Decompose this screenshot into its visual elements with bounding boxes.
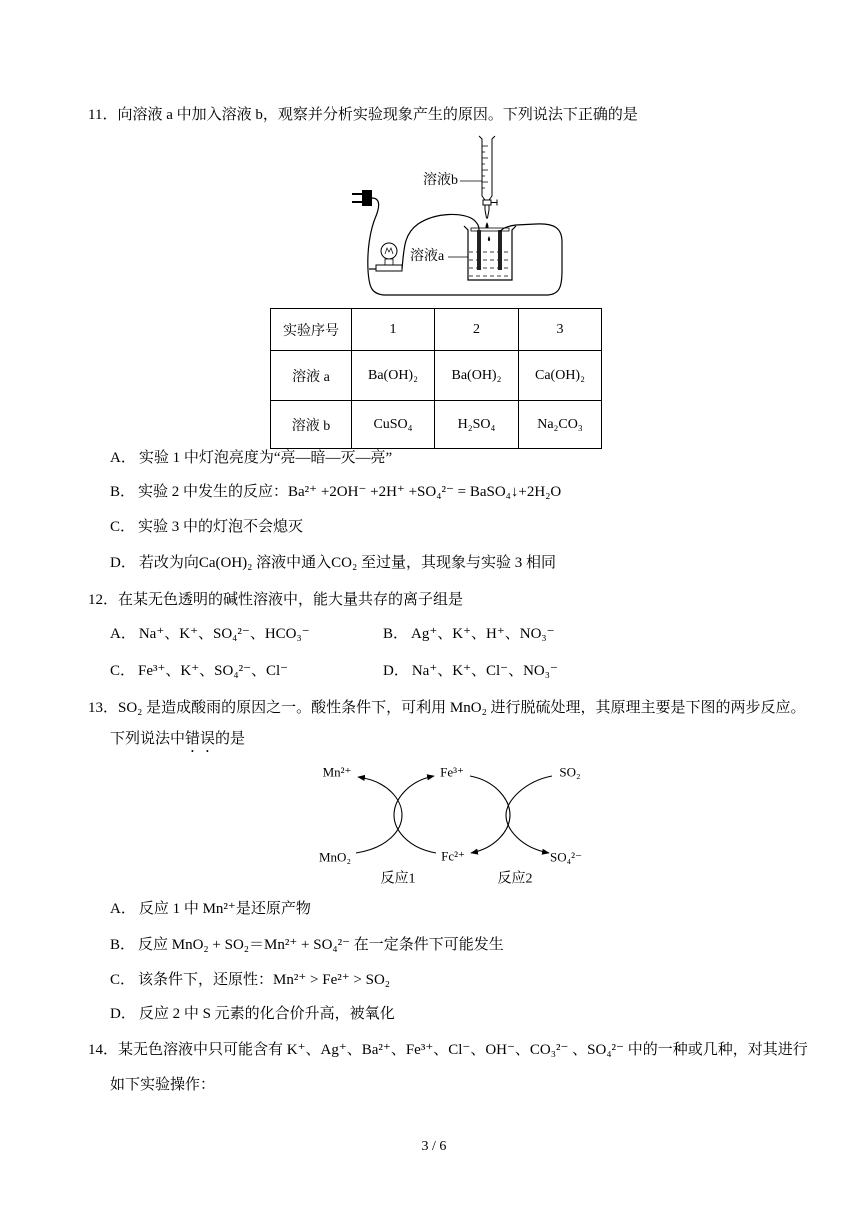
q11-stem: 11．向溶液 a 中加入溶液 b，观察并分析实验现象产生的原因。下列说法下正确的是 [88,107,638,123]
table-cell: Ca(OH)₂ [519,351,602,401]
beaker [464,226,516,280]
option-letter: A． [110,450,136,466]
q11-option-b [110,483,561,501]
species-fe3: Fe³⁺ [440,764,464,780]
q13-option-a [110,900,311,918]
reaction-1-label: 反应1 [380,871,416,887]
option-letter: A． [110,901,136,917]
option-letter: D． [110,555,136,571]
q11-option-a [110,449,392,467]
solution-a-label: 溶液a [410,249,445,264]
option-letter: C． [110,519,136,535]
species-mno2: MnO₂ [319,849,351,865]
option-text: 该条件下，还原性：Mn²⁺ > Fe²⁺ > SO₂ [138,972,391,988]
arrow-fe2-to-fe3 [394,776,436,853]
reaction-2-label: 反应2 [497,871,533,887]
table-header-cell: 1 [352,309,435,351]
q14-stem-continuation: 如下实验操作： [110,1077,216,1093]
power-plug [352,190,372,206]
table-cell: CuSO₄ [352,401,435,449]
option-letter: A． [110,626,136,642]
option-letter: C． [110,663,136,679]
droplet [488,236,490,241]
burette-tip [485,210,489,218]
q12-stem: 12．在某无色透明的碱性溶液中，能大量共存的离子组是 [88,592,464,608]
option-letter: B． [383,626,409,642]
experiment-table [270,308,602,449]
option-letter: C． [110,972,136,988]
table-cell: Ba(OH)₂ [352,351,435,401]
q12-option-b [383,625,555,643]
stem-text: 下列说法中 [110,731,186,747]
option-text: 实验 2 中发生的反应：Ba²⁺ +2OH⁻ +2H⁺ +SO₄²⁻ = BaSO₄↓+2H₂O [138,484,562,500]
option-text: 反应 2 中 S 元素的化合价升高，被氧化 [138,1006,395,1022]
arrow-so2-to-so4 [506,776,552,853]
table-cell: 溶液 b [271,401,352,449]
option-letter: D． [110,1006,136,1022]
table-cell: Na₂CO₃ [519,401,602,449]
stopcock-handle [491,200,497,206]
beaker-outline [464,226,516,280]
table-cell: Ba(OH)₂ [435,351,519,401]
q14-stem: 14．某无色溶液中只可能含有 K⁺、Ag⁺、Ba²⁺、Fe³⁺、Cl⁻、OH⁻、CO₃²⁻ 、SO₄²⁻ 中的一种或几种，对其进行 [88,1042,808,1058]
species-mn2: Mn²⁺ [322,764,352,780]
plug-body [362,190,372,206]
option-text: 若改为向Ca(OH)₂ 溶液中通入CO₂ 至过量，其现象与实验 3 相同 [138,555,556,571]
table-header-cell: 实验序号 [271,309,352,351]
table-cell: 溶液 a [271,351,352,401]
q13-stem: 13．SO₂ 是造成酸雨的原因之一。酸性条件下，可利用 MnO₂ 进行脱硫处理，其原理主要是下图的两步反应。 [88,700,806,716]
q11-option-c [110,518,303,536]
plug-prongs [352,194,362,202]
q12-option-a [110,625,310,643]
q13-stem-continuation [110,730,245,756]
option-text: 反应 MnO₂ + SO₂＝Mn²⁺ + SO₄²⁻ 在一定条件下可能发生 [138,937,504,953]
liquid-level [469,252,511,276]
table-row [271,401,602,449]
burette-stopcock [483,200,491,205]
redox-cycle-diagram [300,755,600,895]
species-fe2: Fc²⁺ [441,848,465,864]
q12-option-d [383,662,558,680]
bulb-glass [381,243,397,259]
table-row [271,351,602,401]
bulb-stem [385,259,393,265]
option-letter: D． [383,663,409,679]
burette-tube [479,136,495,210]
table-header-cell: 3 [519,309,602,351]
option-text: Na⁺、K⁺、SO₄²⁻、HCO₃⁻ [138,626,310,642]
q11-option-d [110,554,556,572]
conductivity-apparatus-figure [340,130,570,305]
q13-option-b [110,936,504,954]
arrow-mno2-to-mn2 [356,777,402,853]
wire-plug-to-electrode [368,198,562,295]
species-so2: SO₂ [559,764,581,780]
option-text: 实验 3 中的灯泡不会熄灭 [138,519,304,535]
electrode-left [477,230,481,270]
light-bulb [376,243,402,271]
electrode-right [498,230,502,270]
solution-b-label: 溶液b [423,173,458,188]
q13-option-c [110,971,390,989]
option-text: Ag⁺、K⁺、H⁺、NO₃⁻ [411,626,555,642]
q12-option-c [110,662,288,680]
arrow-fe3-to-fe2 [470,776,510,853]
option-letter: B． [110,484,136,500]
burette [479,136,497,218]
option-letter: B． [110,937,136,953]
species-so4: SO₄²⁻ [550,849,582,865]
option-text: 实验 1 中灯泡亮度为“亮—暗—灭—亮” [138,450,393,466]
bulb-base [376,265,402,271]
burette-graduations [482,146,488,188]
option-text: Na⁺、K⁺、Cl⁻、NO₃⁻ [411,663,558,679]
page-number: 3 / 6 [421,1139,447,1154]
stem-text: 的是 [215,731,246,747]
option-text: 反应 1 中 Mn²⁺是还原产物 [138,901,311,917]
table-cell: H₂SO₄ [435,401,519,449]
table-header-cell: 2 [435,309,519,351]
q13-option-d [110,1005,395,1023]
emphasized-word: 错误 [185,731,216,747]
option-text: Fe³⁺、K⁺、SO₄²⁻、Cl⁻ [138,663,289,679]
table-header-row [271,309,602,351]
